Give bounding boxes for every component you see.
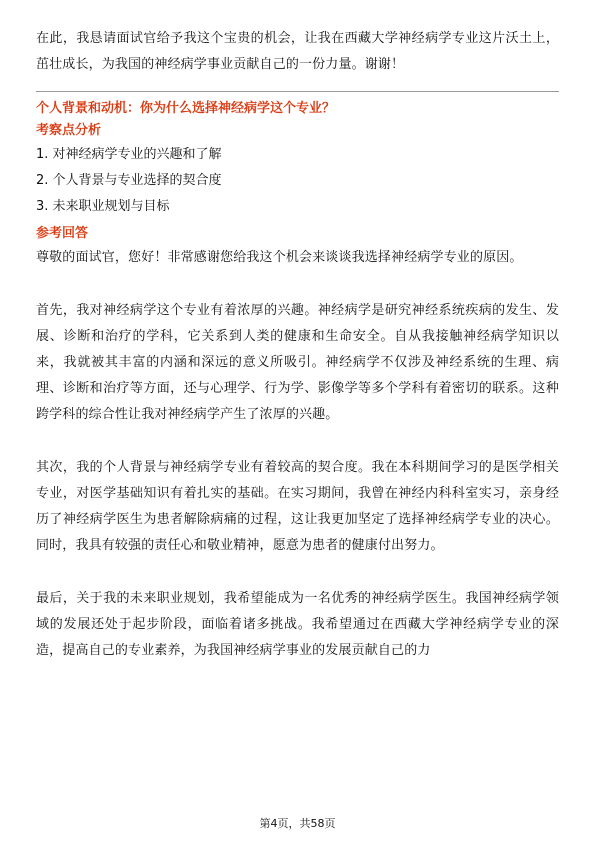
page-indicator: 第4页，共58页: [259, 817, 336, 830]
analysis-point: 1. 对神经病学专业的兴趣和了解: [36, 147, 222, 162]
answer-paragraph: 最后，关于我的未来职业规划，我希望能成为一名优秀的神经病学医生。我国神经病学领域的发展还处于起步阶段，面临着诸多挑战。我希望通过在西藏大学神经病学专业的深造，提高自己的专业素养，为我国神经病学事业的发展贡献自己的力: [36, 591, 559, 658]
analysis-list: [36, 142, 559, 220]
analysis-heading: 考察点分析: [36, 123, 102, 138]
answer-paragraph: 首先，我对神经病学这个专业有着浓厚的兴趣。神经病学是研究神经系统疾病的发生、发展、诊断和治疗的学科，它关系到人类的健康和生命安全。自从我接触神经病学知识以来，我就被其丰富的内涵和深远的意义所吸引。神经病学不仅涉及神经系统的生理、病理、诊断和治疗等方面，还与心理学、行为学、影像学等多个学科有着密切的联系。这种跨学科的综合性让我对神经病学产生了浓厚的兴趣。: [36, 303, 559, 422]
section-divider: [36, 91, 559, 92]
analysis-point: 2. 个人背景与专业选择的契合度: [36, 173, 222, 188]
answer-heading: 参考回答: [36, 226, 89, 241]
answer-paragraph: 尊敬的面试官，您好！非常感谢您给我这个机会来谈谈我选择神经病学专业的原因。: [36, 250, 523, 265]
document-page: [36, 26, 559, 664]
intro-paragraph: 在此，我恳请面试官给予我这个宝贵的机会，让我在西藏大学神经病学专业这片沃土上，茁壮成长，为我国的神经病学事业贡献自己的一份力量。谢谢！: [36, 31, 559, 72]
analysis-point: 3. 未来职业规划与目标: [36, 199, 170, 214]
section-question: 个人背景和动机：你为什么选择神经病学这个专业？: [36, 101, 336, 116]
answer-paragraph: 其次，我的个人背景与神经病学专业有着较高的契合度。我在本科期间学习的是医学相关专业，对医学基础知识有着扎实的基础。在实习期间，我曾在神经内科科室实习，亲身经历了神经病学医生为患者解除病痛的过程，这让我更加坚定了选择神经病学专业的决心。同时，我具有较强的责任心和敬业精神，愿意为患者的健康付出努力。: [36, 460, 559, 553]
